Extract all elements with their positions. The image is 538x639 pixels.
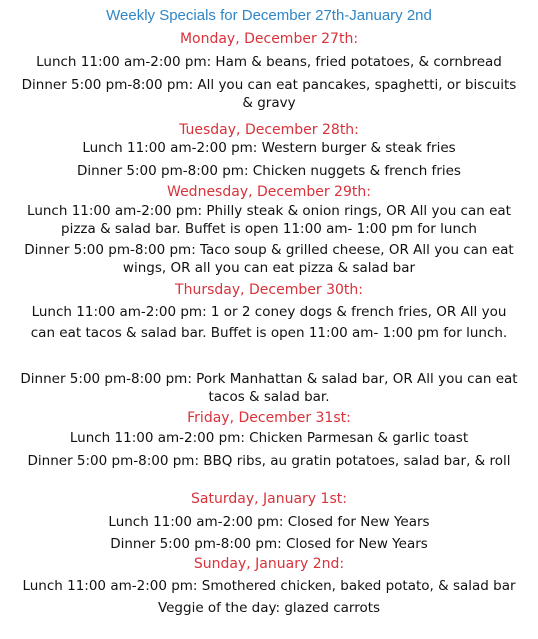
page-title: Weekly Specials for December 27th-January 2nd — [106, 7, 432, 24]
friday-lunch: Lunch 11:00 am-2:00 pm: Chicken Parmesan & garlic toast — [69, 430, 469, 446]
wednesday-lunch: Lunch 11:00 am-2:00 pm: Philly steak & onion rings, OR All you can eat pizza & salad bar. Buffet is open 11:00 am- 1:00 pm for lunch — [27, 203, 511, 237]
sunday-lunch: Lunch 11:00 am-2:00 pm: Smothered chicken, baked potato, & salad bar — [22, 578, 516, 594]
day-heading-friday: Friday, December 31st: — [187, 410, 351, 426]
tuesday-dinner: Dinner 5:00 pm-8:00 pm: Chicken nuggets & french fries — [77, 163, 461, 179]
saturday-lunch: Lunch 11:00 am-2:00 pm: Closed for New Years — [108, 514, 430, 530]
day-heading-saturday: Saturday, January 1st: — [191, 491, 347, 507]
day-heading-tuesday: Tuesday, December 28th: — [179, 122, 359, 138]
day-heading-monday: Monday, December 27th: — [179, 31, 359, 47]
day-heading-wednesday: Wednesday, December 29th: — [167, 184, 371, 200]
saturday-dinner: Dinner 5:00 pm-8:00 pm: Closed for New Years — [110, 536, 428, 552]
monday-lunch: Lunch 11:00 am-2:00 pm: Ham & beans, fried potatoes, & cornbread — [36, 54, 502, 70]
friday-dinner: Dinner 5:00 pm-8:00 pm: BBQ ribs, au gratin potatoes, salad bar, & roll — [27, 453, 511, 469]
tuesday-lunch: Lunch 11:00 am-2:00 pm: Western burger & steak fries — [82, 140, 456, 156]
wednesday-dinner: Dinner 5:00 pm-8:00 pm: Taco soup & grilled cheese, OR All you can eat wings, OR all you can eat pizza & salad bar — [24, 242, 514, 276]
thursday-lunch: Lunch 11:00 am-2:00 pm: 1 or 2 coney dogs & french fries, OR All you can eat tacos & salad bar. Buffet is open 11:00 am- 1:00 pm for lunch. — [30, 304, 508, 341]
sunday-veggie: Veggie of the day: glazed carrots — [157, 600, 381, 616]
thursday-dinner: Dinner 5:00 pm-8:00 pm: Pork Manhattan & salad bar, OR All you can eat tacos & salad bar. — [20, 371, 518, 405]
day-heading-thursday: Thursday, December 30th: — [175, 282, 363, 298]
day-heading-sunday: Sunday, January 2nd: — [193, 556, 345, 572]
monday-dinner: Dinner 5:00 pm-8:00 pm: All you can eat pancakes, spaghetti, or biscuits & gravy — [21, 77, 517, 111]
